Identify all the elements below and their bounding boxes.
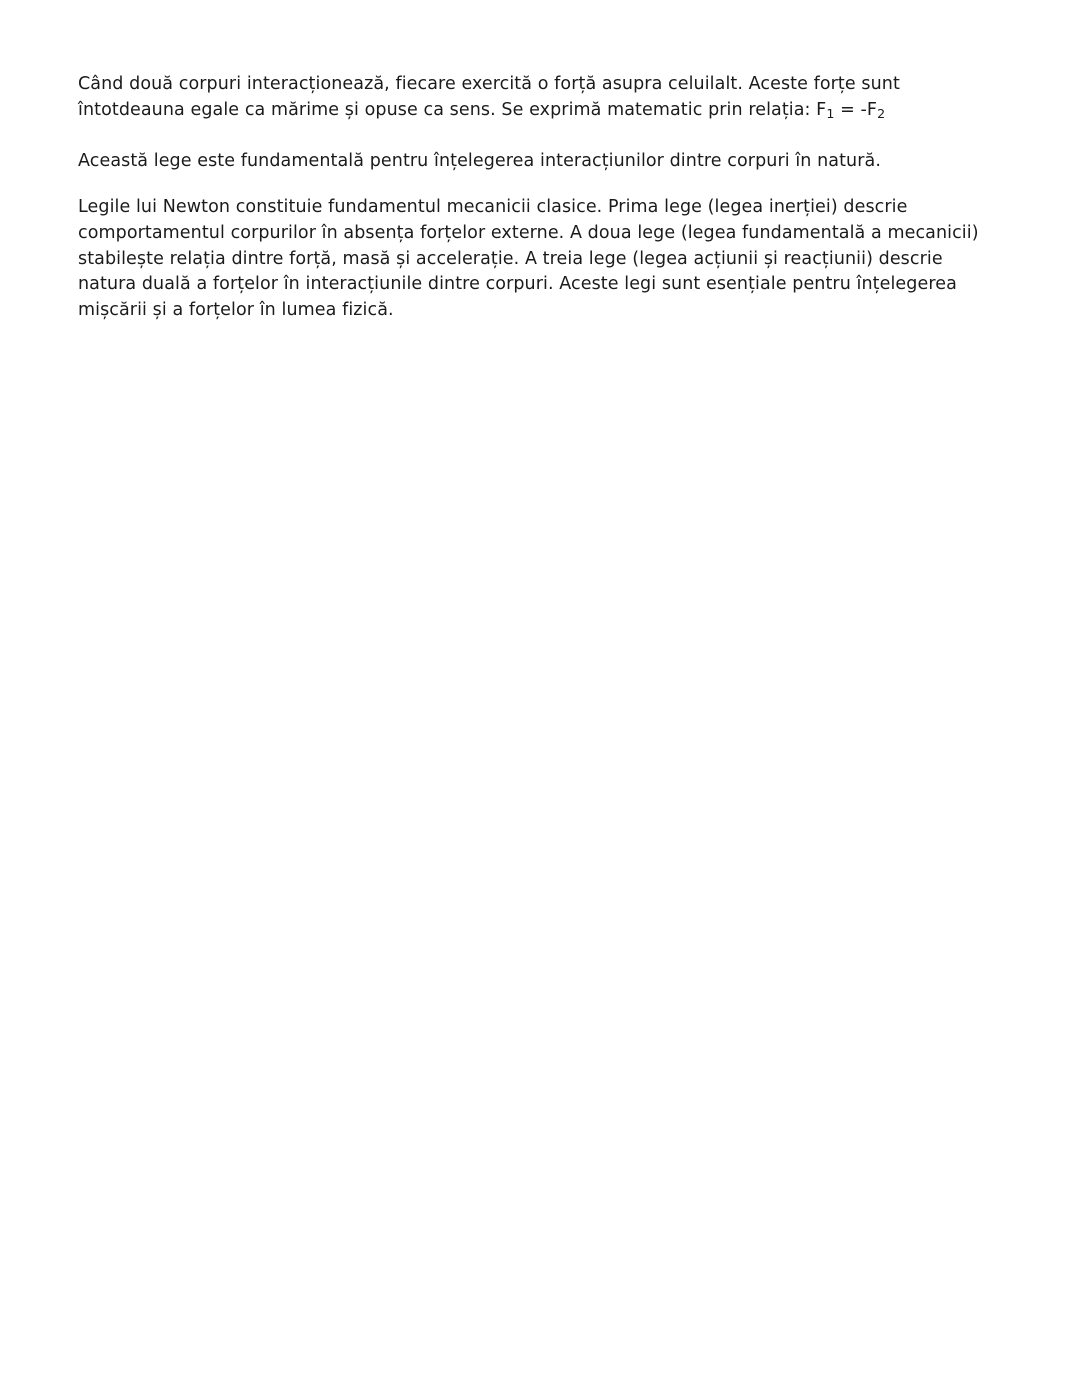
subscript-force-two: 2	[877, 105, 886, 121]
paragraph-fundamental-note: Această lege este fundamentală pentru înțelegerea interacțiunilor dintre corpuri în natură.	[78, 151, 881, 172]
document-body	[78, 72, 980, 324]
paragraph-third-law-statement	[78, 72, 980, 123]
paragraph-text: Când două corpuri interacționează, fiecare exercită o forță asupra celuilalt. Aceste forțe sunt întotdeauna egale ca mărime și opuse ca sens. Se exprimă matematic prin relația: F	[78, 74, 900, 120]
paragraph-text-continued: = -F	[834, 99, 878, 120]
paragraph-newton-laws-summary: Legile lui Newton constituie fundamentul mecanicii clasice. Prima lege (legea inerției) descrie comportamentul corpurilor în absența forțelor externe. A doua lege (legea fundamentală a mecanicii) stabilește relația dintre forță, masă și accelerație. A treia lege (legea acțiunii și reacțiunii) descrie natura duală a forțelor în interacțiunile dintre corpuri. Aceste legi sunt esențiale pentru înțelegerea mișcării și a forțelor în lumea fizică.	[78, 197, 979, 321]
subscript-force-one: 1	[826, 105, 835, 121]
